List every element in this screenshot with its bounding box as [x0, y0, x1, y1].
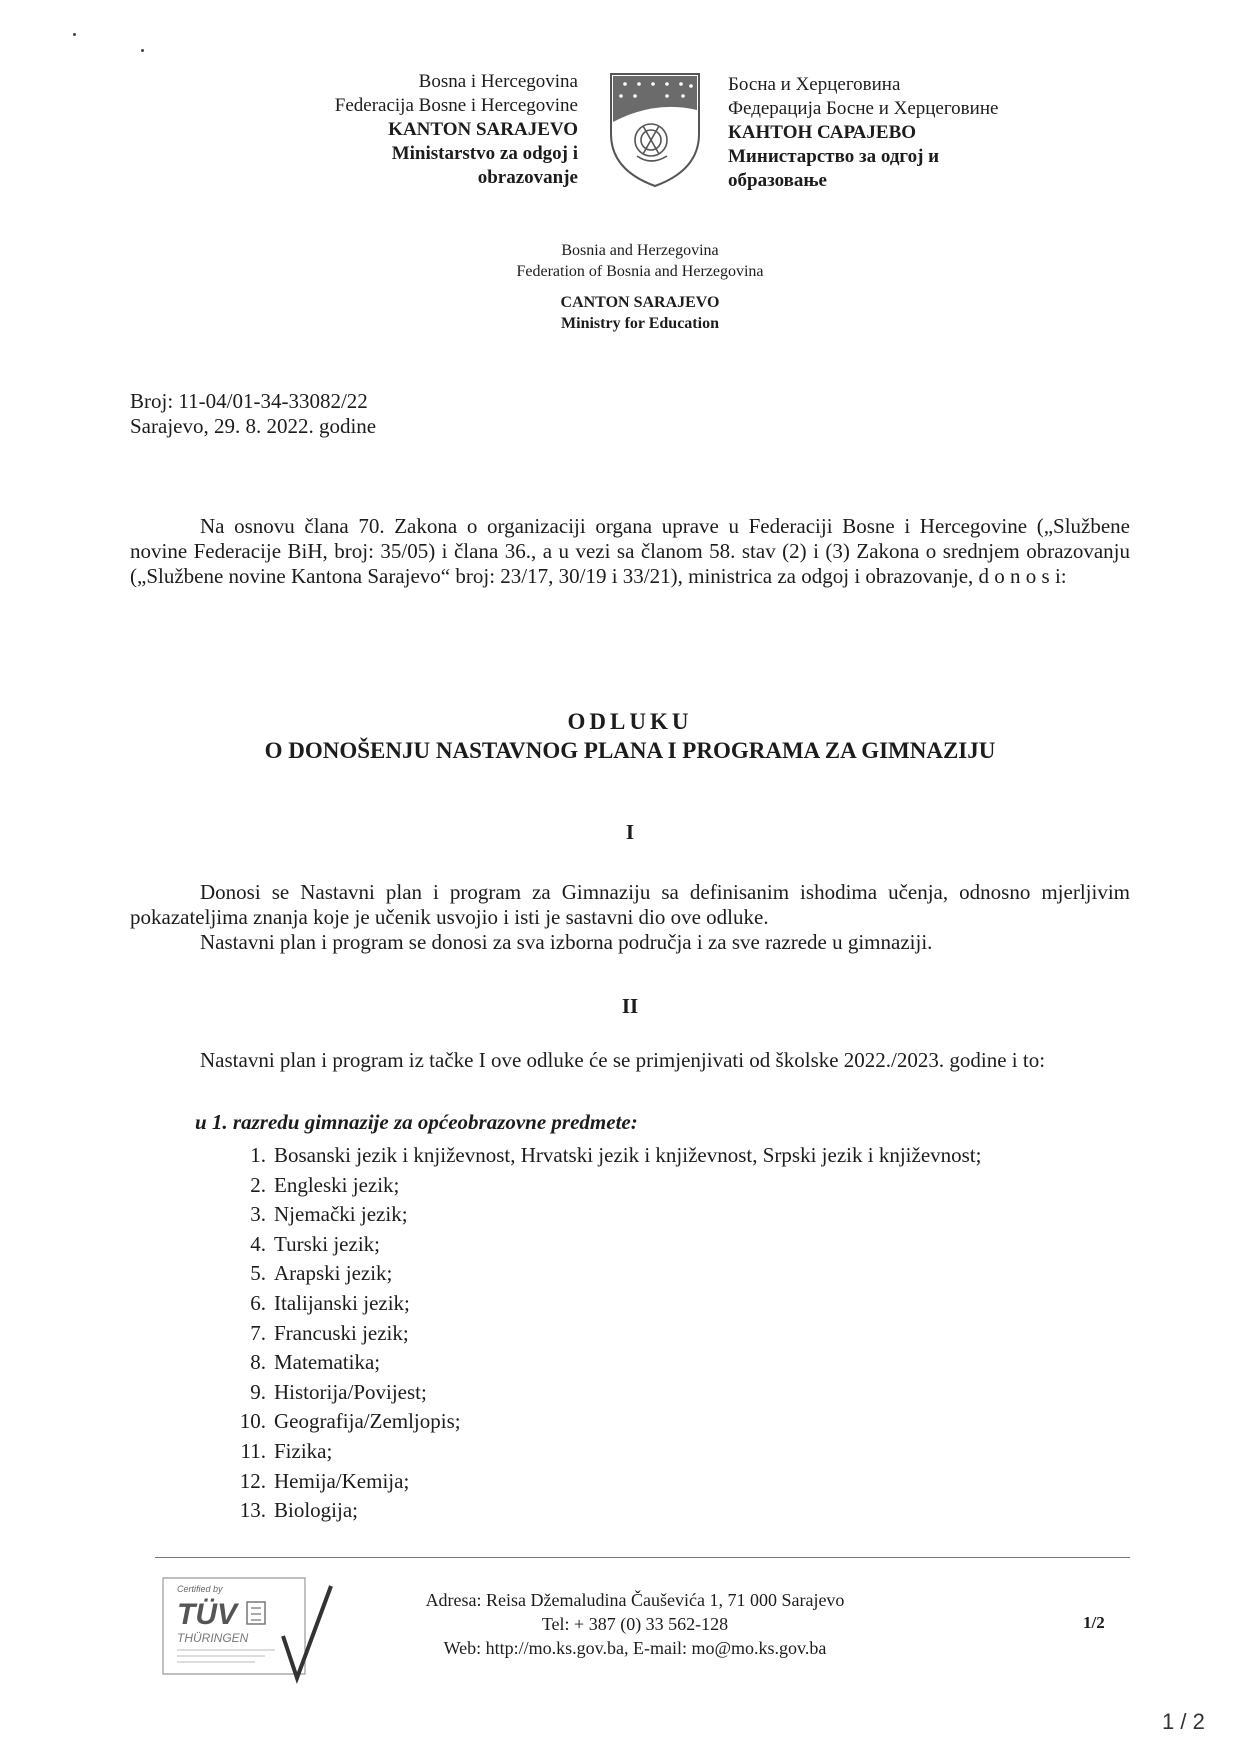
- section-2-subheading: u 1. razredu gimnazije za općeobrazovne predmete:: [195, 1110, 638, 1134]
- list-item: 9. Historija/Povijest;: [250, 1379, 427, 1404]
- header-english: [380, 240, 900, 334]
- footer-divider: [155, 1557, 1130, 1558]
- list-item: 2. Engleski jezik;: [250, 1172, 400, 1197]
- section-1-paragraph-1: Donosi se Nastavni plan i program za Gimnaziju sa definisanim ishodima učenja, odnosno mjerljivim pokazateljima znanja koje je učenik usvojio i isti je sastavni dio ove odluke.: [130, 880, 1130, 929]
- document-reference: [130, 389, 376, 439]
- header-cyrillic-federation: Федерација Босне и Херцеговине: [728, 98, 999, 119]
- header-cyrillic-canton: КАНТОН САРАЈЕВО: [728, 122, 917, 143]
- viewer-page-indicator: 1 / 2: [1162, 1709, 1205, 1734]
- list-item: 6. Italijanski jezik;: [250, 1290, 410, 1315]
- reference-place-date: Sarajevo, 29. 8. 2022. godine: [130, 414, 377, 438]
- footer-web: Web: http://mo.ks.gov.ba, E-mail: mo@mo.ks.gov.ba: [443, 1638, 827, 1658]
- header-latin-country: Bosna i Hercegovina: [418, 71, 578, 92]
- section-2-paragraph: Nastavni plan i program iz tačke I ove odluke će se primjenjivati od školske 2022./2023. godine i to:: [200, 1048, 1046, 1072]
- list-item: 1. Bosanski jezik i književnost, Hrvatski jezik i književnost, Srpski jezik i književnost;: [250, 1143, 982, 1167]
- list-item: 4. Turski jezik;: [250, 1231, 380, 1256]
- section-numeral-1: I: [625, 820, 635, 844]
- list-item: 8. Matematika;: [250, 1350, 381, 1375]
- header-english-country: Bosnia and Herzegovina: [561, 242, 719, 259]
- list-item: 3. Njemački jezik;: [250, 1202, 408, 1227]
- scan-speck: [141, 49, 144, 52]
- subject-list: [230, 1141, 981, 1526]
- section-1-text: [130, 880, 1130, 955]
- header-latin-federation: Federacija Bosne i Hercegovine: [334, 95, 578, 116]
- header-latin-ministry-1: Ministarstvo za odgoj i: [391, 143, 578, 164]
- section-numeral-2: II: [621, 994, 639, 1018]
- header-english-canton: CANTON SARAJEVO: [560, 294, 720, 311]
- reference-number: Broj: 11-04/01-34-33082/22: [130, 389, 368, 413]
- preamble-paragraph: Na osnovu člana 70. Zakona o organizaciji organa uprave u Federaciji Bosne i Hercegovine („Službene novine Federacije BiH, broj: 35/05) i člana 36., a u vezi sa članom 58. stav (2) i (3) Zakona o srednjem obrazovanju („Službene novine Kantona Sarajevo“ broj: 23/17, 30/19 i 33/21), ministrica za odgoj i obrazovanje, d o n o s i:: [130, 514, 1130, 588]
- section-1-paragraph-2: Nastavni plan i program se donosi za sva izborna područja i za sve razrede u gimnaziji.: [200, 930, 933, 954]
- canton-sarajevo-coat-of-arms-icon: [607, 70, 703, 190]
- header-latin-ministry-2: obrazovanje: [477, 167, 578, 188]
- document-page-marker: 1/2: [1083, 1613, 1105, 1632]
- list-item: 12. Hemija/Kemija;: [239, 1468, 410, 1493]
- footer-tel: Tel: + 387 (0) 33 562-128: [541, 1614, 729, 1634]
- list-item: 13. Biologija;: [239, 1498, 358, 1523]
- tuv-certification-logo: [155, 1572, 335, 1684]
- header-cyrillic-country: Босна и Херцеговина: [728, 74, 901, 95]
- decision-subtitle: O DONOŠENJU NASTAVNOG PLANA I PROGRAMA ZA GIMNAZIJU: [264, 738, 996, 763]
- list-item: 11. Fizika;: [240, 1438, 333, 1463]
- header-english-ministry: Ministry for Education: [561, 315, 719, 332]
- svg-text:THÜRINGEN: THÜRINGEN: [177, 1631, 249, 1645]
- decision-title: ODLUKU: [567, 709, 693, 734]
- list-item: 5. Arapski jezik;: [250, 1261, 393, 1286]
- header-latin: [150, 70, 578, 190]
- list-item: 7. Francuski jezik;: [250, 1320, 409, 1345]
- list-item: 10. Geografija/Zemljopis;: [239, 1409, 461, 1434]
- footer-contact: [370, 1588, 900, 1660]
- header-cyrillic-ministry-1: Министарство за одгој и: [728, 146, 940, 167]
- scan-speck: [73, 33, 76, 36]
- header-cyrillic: [728, 73, 1148, 193]
- header-cyrillic-ministry-2: образовање: [728, 170, 827, 191]
- header-english-federation: Federation of Bosnia and Herzegovina: [516, 263, 764, 280]
- footer-address: Adresa: Reisa Džemaludina Čauševića 1, 71 000 Sarajevo: [425, 1590, 845, 1610]
- svg-text:TÜV: TÜV: [177, 1598, 237, 1631]
- header-latin-canton: KANTON SARAJEVO: [388, 119, 578, 140]
- svg-text:Certified by: Certified by: [177, 1584, 223, 1594]
